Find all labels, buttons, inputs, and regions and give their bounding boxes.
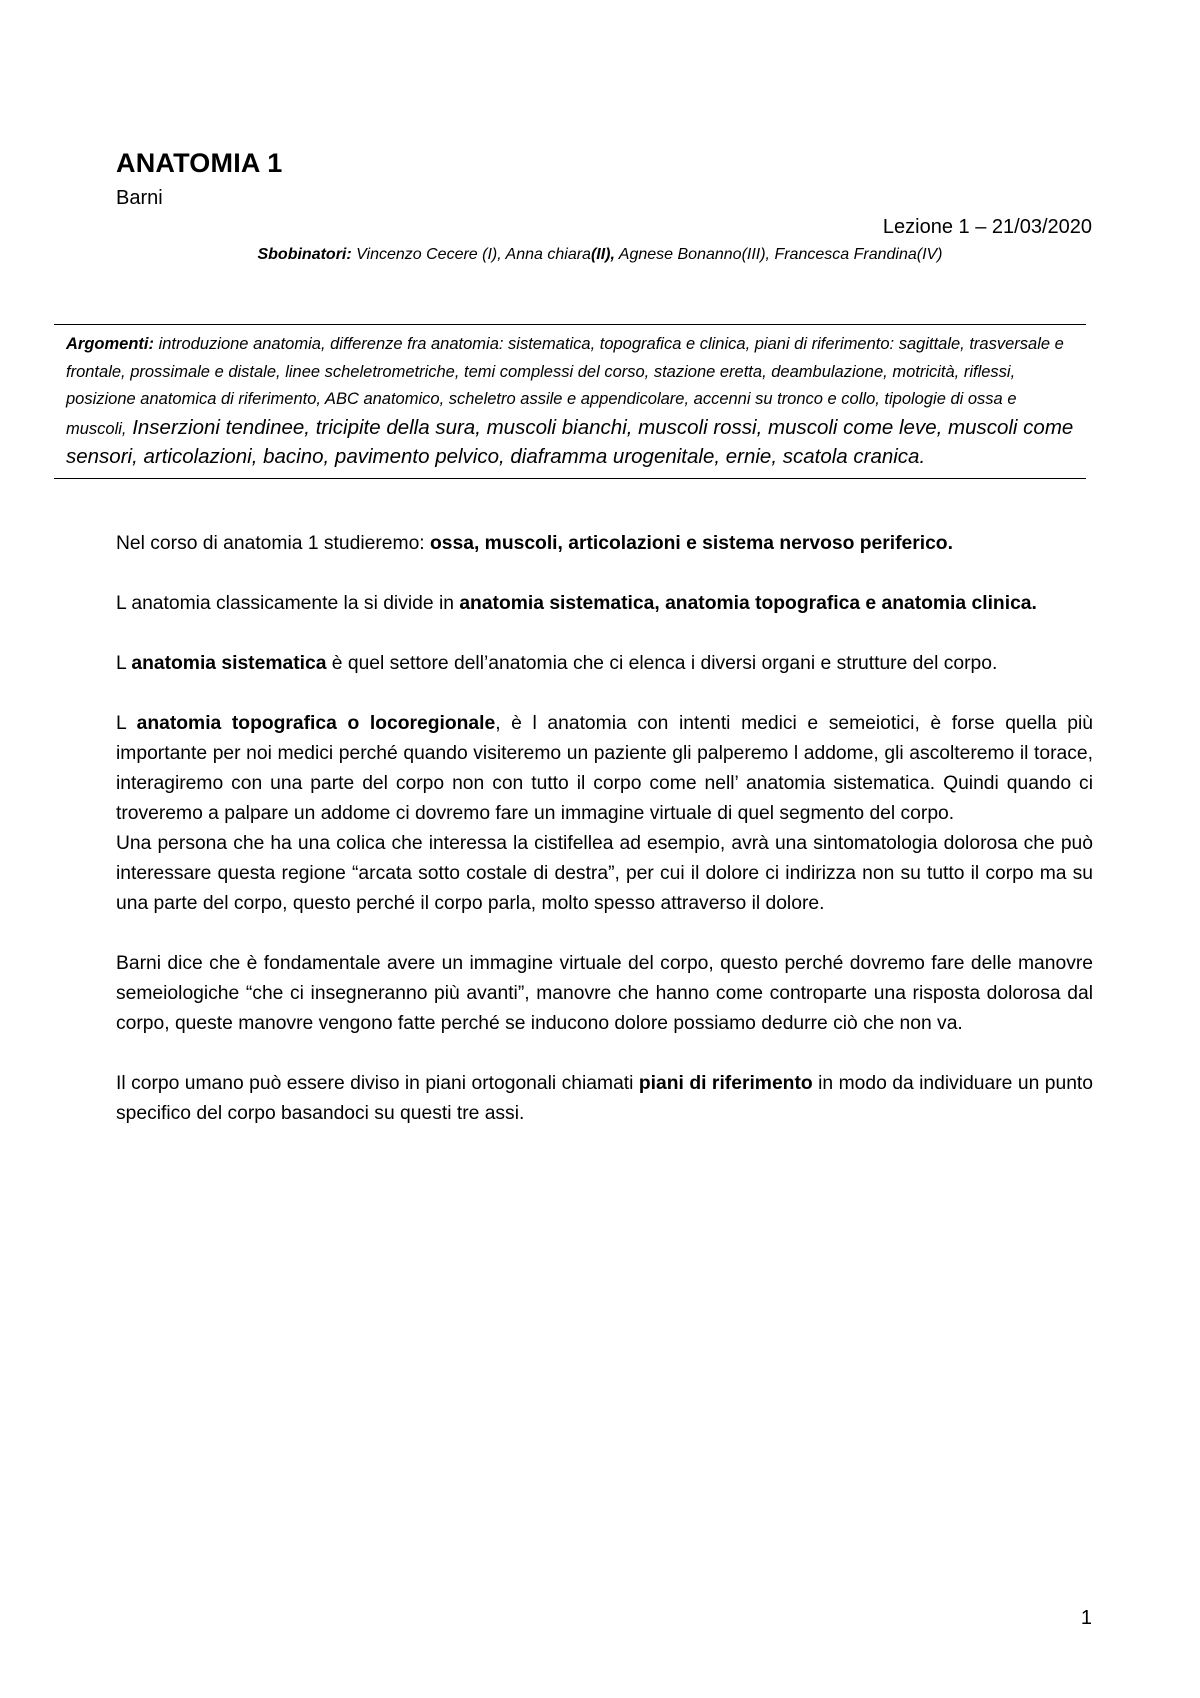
paragraph-2-bold: anatomia sistematica, anatomia topografica e anatomia clinica.	[459, 593, 1037, 614]
document-body	[116, 529, 1093, 1159]
paragraph-2-text: L anatomia classicamente la si divide in	[116, 593, 460, 614]
topics-text	[66, 331, 1076, 473]
paragraph-7	[116, 1069, 1093, 1129]
paragraph-7-bold: piani di riferimento	[638, 1073, 813, 1094]
paragraph-4	[116, 709, 1093, 829]
document-title: ANATOMIA 1	[116, 148, 283, 178]
topics-label: Argomenti:	[66, 335, 154, 353]
paragraph-1-bold: ossa, muscoli, articolazioni e sistema nervoso periferico.	[430, 533, 953, 554]
transcribers-names-bold: (II),	[590, 246, 615, 263]
paragraph-7-text-a: Il corpo umano può essere diviso in piani ortogonali chiamati	[116, 1073, 639, 1094]
lesson-date: Lezione 1 – 21/03/2020	[882, 216, 1092, 238]
topics-list-part1: introduzione anatomia, differenze fra anatomia: sistematica, topografica e clinica, piani di riferimento: sagittale, trasversale e frontale, prossimale e distale, linee scheletrometriche, temi complessi del corso, stazione eretta, deambulazione, motricità, riflessi, posizione anatomica di riferimento, ABC anatomico, scheletro assile e appendicolare, accenni su tronco e collo, tipologie di ossa e muscoli,	[66, 335, 1064, 438]
transcribers-names-1: Vincenzo Cecere (I), Anna chiara	[351, 246, 591, 263]
paragraph-3-text-a: L	[116, 653, 132, 674]
paragraph-6: Barni dice che è fondamentale avere un immagine virtuale del corpo, questo perché dovremo fare delle manovre semeiologiche “che ci insegneranno più avanti”, manovre che hanno come controparte una risposta dolorosa dal corpo, queste manovre vengono fatte perché se inducono dolore possiamo dedurre ciò che non va.	[116, 953, 1093, 1034]
page-number: 1	[1080, 1607, 1092, 1629]
paragraph-3-bold: anatomia sistematica	[131, 653, 327, 674]
document-author: Barni	[116, 187, 163, 209]
paragraph-3	[116, 649, 1093, 679]
paragraph-1	[116, 529, 1093, 559]
topics-box	[54, 324, 1086, 479]
paragraph-4-text-b: , è l anatomia con intenti medici e semeiotici, è forse quella più importante per noi medici perché quando visiteremo un paziente gli palperemo l addome, gli ascolteremo il torace, interagiremo con una parte del corpo non con tutto il corpo come nell’ anatomia sistematica. Quindi quando ci troveremo a palpare un addome ci dovremo fare un immagine virtuale di quel segmento del corpo.	[116, 713, 1093, 824]
transcribers-names-2: Agnese Bonanno(III), Francesca Frandina(IV)	[614, 246, 943, 263]
transcribers-label: Sbobinatori:	[257, 246, 352, 263]
paragraph-7-text-b: in modo da individuare un punto specifico del corpo basandoci su questi tre assi.	[116, 1073, 1093, 1124]
paragraph-2	[116, 589, 1093, 619]
paragraph-5: Una persona che ha una colica che interessa la cistifellea ad esempio, avrà una sintomatologia dolorosa che può interessare questa regione “arcata sotto costale di destra”, per cui il dolore ci indirizza non su tutto il corpo ma su una parte del corpo, questo perché il corpo parla, molto spesso attraverso il dolore.	[116, 833, 1093, 914]
paragraph-4-bold: anatomia topografica o locoregionale	[136, 713, 496, 734]
transcribers-line	[0, 246, 1200, 264]
paragraph-4-text-a: L	[116, 713, 137, 734]
topics-list-part2: Inserzioni tendinee, tricipite della sura, muscoli bianchi, muscoli rossi, muscoli come leve, muscoli come sensori, articolazioni, bacino, pavimento pelvico, diaframma urogenitale, ernie, scatola cranica.	[66, 415, 1074, 468]
paragraph-3-text-b: è quel settore dell’anatomia che ci elenca i diversi organi e strutture del corpo.	[326, 653, 998, 674]
paragraph-1-text: Nel corso di anatomia 1 studieremo:	[116, 533, 431, 554]
